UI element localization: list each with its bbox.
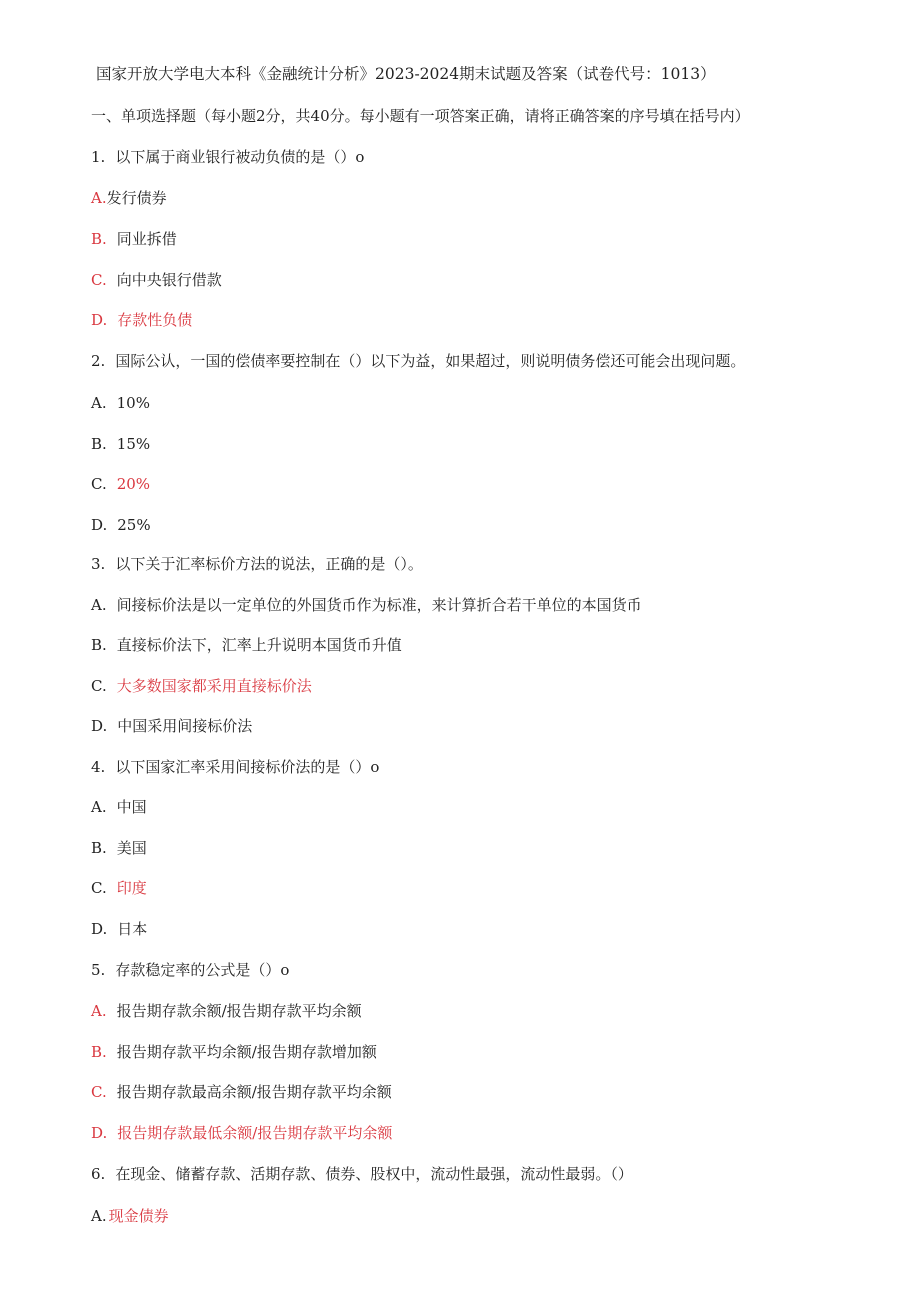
q6-option-a-answer xyxy=(91,1206,169,1226)
option-letter: D. xyxy=(91,516,108,534)
option-letter: A. xyxy=(91,394,107,412)
option-text: 大多数国家都采用直接标价法 xyxy=(116,677,312,695)
section-heading: 一、单项选择题（每小题2分，共40分。每小题有一项答案正确，请将正确答案的序号填在括号内） xyxy=(91,107,750,125)
option-text: 印度 xyxy=(116,879,147,897)
option-text: 间接标价法是以一定单位的外国货币作为标准，来计算折合若干单位的本国货币 xyxy=(116,596,642,614)
document-title: 国家开放大学电大本科《金融统计分析》2023-2024期末试题及答案（试卷代号：1013） xyxy=(96,65,716,83)
question-number: 1. xyxy=(91,148,106,166)
option-letter: B. xyxy=(91,636,107,654)
q2-option-a xyxy=(91,393,150,413)
option-letter: D. xyxy=(91,717,108,735)
question-number: 5. xyxy=(91,961,106,979)
option-letter: A. xyxy=(91,596,107,614)
option-letter: C. xyxy=(91,677,107,695)
q2-option-b xyxy=(91,434,150,454)
q3-option-d xyxy=(91,716,252,736)
option-letter: D. xyxy=(91,311,108,329)
q5-option-a xyxy=(91,1001,362,1021)
option-letter: B. xyxy=(91,230,107,248)
question-1 xyxy=(91,147,364,167)
option-letter: A. xyxy=(91,798,107,816)
option-text: 报告期存款最高余额/报告期存款平均余额 xyxy=(116,1083,392,1101)
option-letter: A. xyxy=(91,1207,107,1225)
q5-option-c xyxy=(91,1082,392,1102)
q5-option-b xyxy=(91,1042,377,1062)
option-letter: D. xyxy=(91,920,108,938)
question-2 xyxy=(91,351,745,371)
option-text: 10% xyxy=(116,394,150,412)
option-text: 20% xyxy=(116,475,151,493)
question-4 xyxy=(91,757,379,777)
q4-option-d xyxy=(91,919,147,939)
option-text: 日本 xyxy=(117,920,148,938)
option-letter: D. xyxy=(91,1124,108,1142)
option-text: 现金债券 xyxy=(108,1207,169,1225)
q3-option-b xyxy=(91,635,402,655)
option-text: 美国 xyxy=(116,839,147,857)
question-number: 3. xyxy=(91,555,106,573)
option-text: 报告期存款余额/报告期存款平均余额 xyxy=(116,1002,362,1020)
q5-option-d-answer xyxy=(91,1123,392,1143)
q3-option-a xyxy=(91,595,642,615)
q3-option-c-answer xyxy=(91,676,312,696)
question-6 xyxy=(91,1164,633,1184)
question-3 xyxy=(91,554,423,574)
q1-option-c xyxy=(91,270,222,290)
question-5 xyxy=(91,960,289,980)
q4-option-c-answer xyxy=(91,878,147,898)
option-text: 中国 xyxy=(116,798,147,816)
q4-option-b xyxy=(91,838,147,858)
question-number: 4. xyxy=(91,758,106,776)
option-text: 存款性负债 xyxy=(117,311,193,329)
q4-option-a xyxy=(91,797,147,817)
option-text: 向中央银行借款 xyxy=(116,271,222,289)
option-letter: A. xyxy=(91,1002,107,1020)
question-number: 6. xyxy=(91,1165,106,1183)
q1-option-d-answer xyxy=(91,310,192,330)
option-text: 直接标价法下，汇率上升说明本国货币升值 xyxy=(116,636,402,654)
option-text: 报告期存款最低余额/报告期存款平均余额 xyxy=(117,1124,393,1142)
question-text: 国际公认，一国的偿债率要控制在（）以下为益，如果超过，则说明债务偿还可能会出现问题。 xyxy=(115,352,746,370)
option-letter: B. xyxy=(91,435,107,453)
option-letter: B. xyxy=(91,1043,107,1061)
option-letter: A. xyxy=(91,189,107,207)
option-text: 同业拆借 xyxy=(116,230,177,248)
option-letter: C. xyxy=(91,271,107,289)
option-letter: C. xyxy=(91,475,107,493)
option-text: 中国采用间接标价法 xyxy=(117,717,253,735)
q2-option-d xyxy=(91,515,151,535)
question-text: 以下国家汇率采用间接标价法的是（）o xyxy=(115,758,380,776)
q2-option-c-answer xyxy=(91,474,150,494)
option-text: 25% xyxy=(117,516,151,534)
q1-option-a xyxy=(91,188,167,208)
option-text: 发行债券 xyxy=(106,189,167,207)
question-text: 存款稳定率的公式是（）o xyxy=(115,961,290,979)
option-letter: C. xyxy=(91,879,107,897)
question-text: 以下属于商业银行被动负债的是（）o xyxy=(115,148,365,166)
option-text: 报告期存款平均余额/报告期存款增加额 xyxy=(116,1043,377,1061)
question-text: 以下关于汇率标价方法的说法，正确的是（）。 xyxy=(115,555,423,573)
question-text: 在现金、储蓄存款、活期存款、债券、股权中，流动性最强，流动性最弱。（） xyxy=(115,1165,633,1183)
option-text: 15% xyxy=(116,435,151,453)
q1-option-b xyxy=(91,229,177,249)
option-letter: C. xyxy=(91,1083,107,1101)
question-number: 2. xyxy=(91,352,106,370)
option-letter: B. xyxy=(91,839,107,857)
